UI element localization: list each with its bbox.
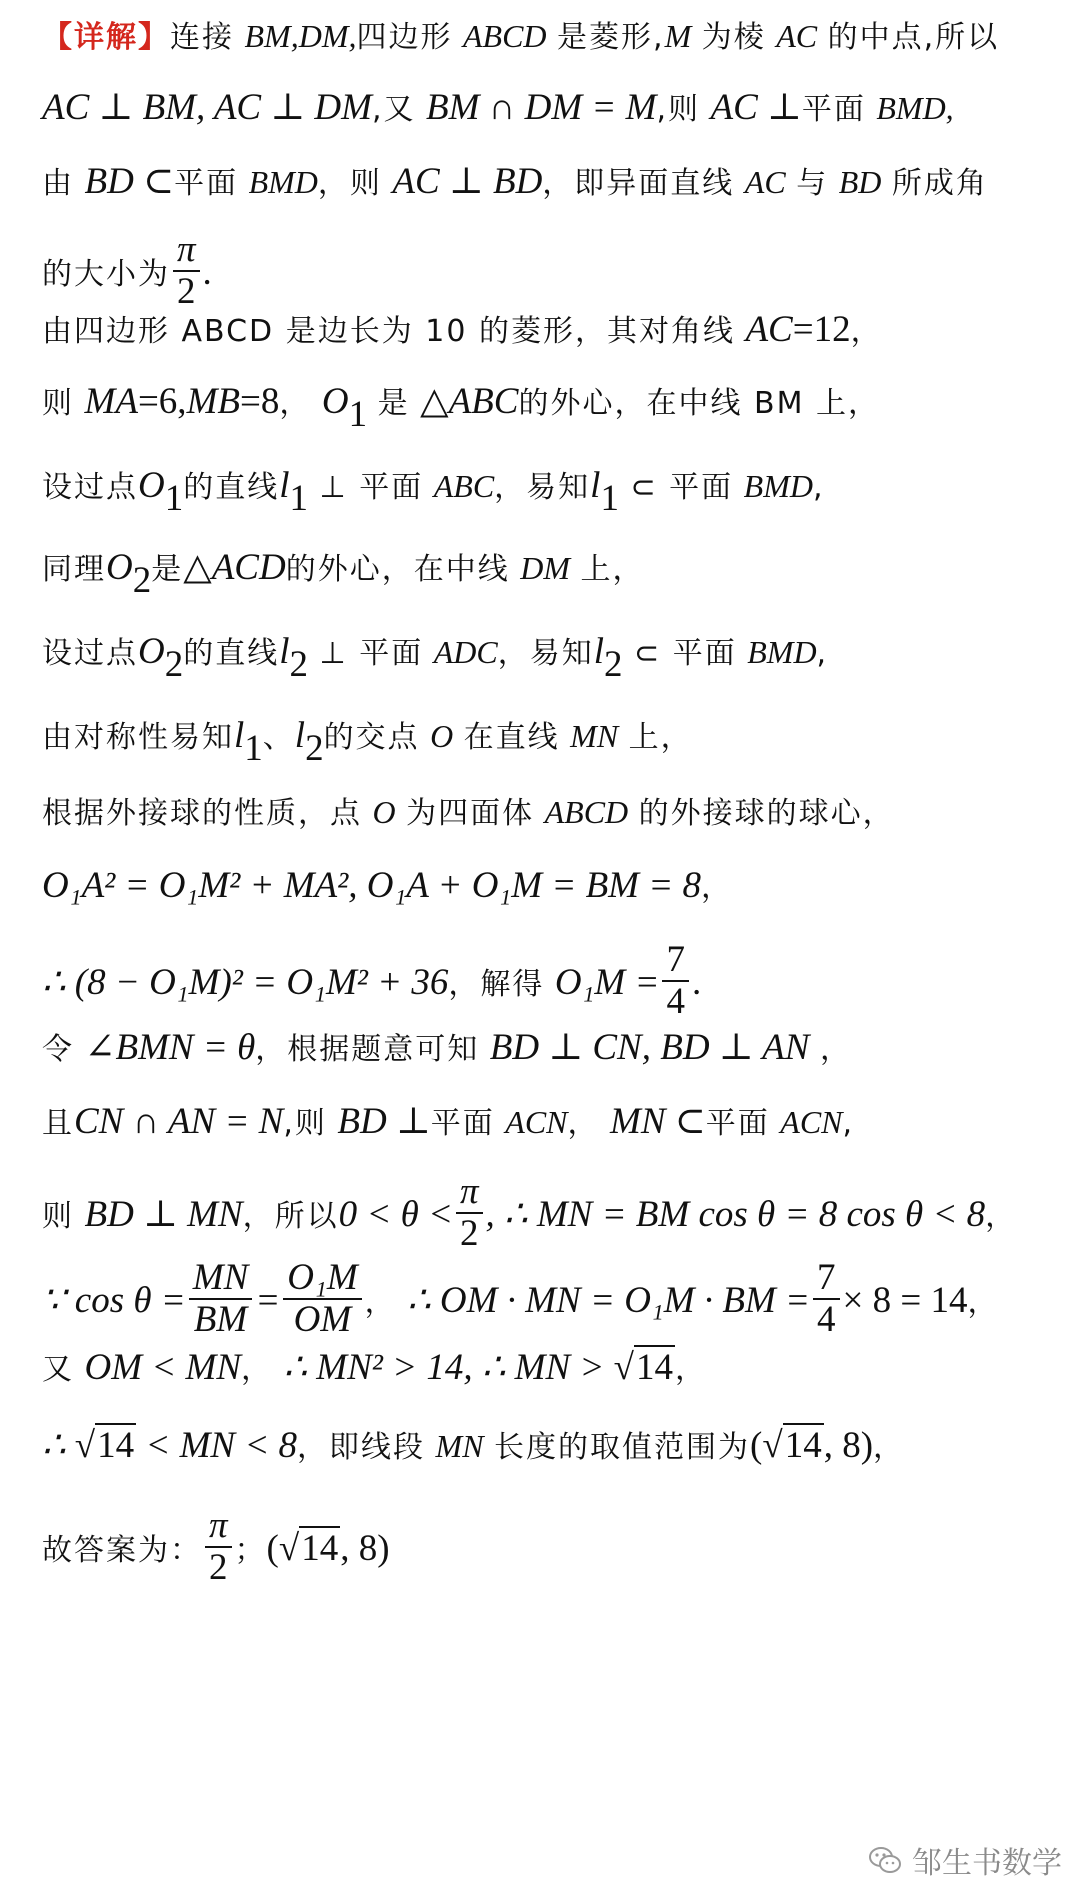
line-12 <box>42 864 1060 910</box>
text: 的外接球的球心， <box>638 796 895 831</box>
math: (√ <box>266 1528 300 1569</box>
denominator: 2 <box>460 1213 479 1254</box>
numerator: MN <box>189 1258 253 1300</box>
text: ，解得 <box>448 967 545 1002</box>
numerator: π <box>456 1172 483 1214</box>
watermark-text: 邹生书数学 <box>912 1846 1062 1881</box>
text: ，根据题意可知 <box>255 1032 480 1067</box>
math: △ABC <box>420 381 519 422</box>
math <box>321 381 368 435</box>
math <box>590 465 619 519</box>
subscript: 1 <box>244 727 263 769</box>
text: ，即异面直线 <box>542 166 735 201</box>
line-6 <box>42 380 1060 435</box>
line-4 <box>42 229 1060 316</box>
line-7 <box>42 464 1060 519</box>
numerator: 7 <box>662 940 689 982</box>
text: ,则 <box>283 1106 327 1141</box>
text: 则 <box>42 386 74 421</box>
math: MN ⊂ <box>610 1101 706 1142</box>
math: ADC <box>433 634 498 670</box>
line-8 <box>42 546 1060 601</box>
line-1 <box>42 14 1060 60</box>
math: BM ∩ DM = M <box>426 87 657 128</box>
line-15 <box>42 1100 1060 1146</box>
text: 设过点 <box>42 636 138 671</box>
line-3 <box>42 160 1060 206</box>
text: 的直线 <box>183 636 280 671</box>
subscript: 1 <box>348 393 368 435</box>
subscript: 1 <box>164 477 184 519</box>
text: ，所以 <box>242 1199 339 1234</box>
math: O₁M = <box>554 962 660 1003</box>
text: ， <box>364 1285 397 1320</box>
text: ，则 <box>317 166 382 201</box>
math: (√ <box>750 1425 783 1466</box>
fraction <box>173 230 200 312</box>
text: ， <box>279 386 312 421</box>
math: ABC <box>433 468 495 504</box>
text: 长度的取值范围为 <box>494 1430 751 1465</box>
math: MN <box>435 1428 484 1464</box>
text: 又 <box>42 1352 74 1387</box>
subscript: 2 <box>305 727 324 769</box>
math: △ACD <box>183 547 286 588</box>
math: < MN < 8 <box>136 1425 298 1466</box>
text: ， <box>241 1352 274 1387</box>
denominator: 4 <box>666 981 685 1022</box>
denominator: 4 <box>817 1299 836 1340</box>
math <box>593 631 623 685</box>
math: M <box>664 18 692 54</box>
symbol: l <box>279 631 290 672</box>
math: AC <box>776 18 818 54</box>
text: 的外心，在中线 BM 上， <box>518 386 880 421</box>
math: ∴ (8 − O₁M)² = O₁M² + 36 <box>42 962 449 1003</box>
text: 平面 <box>174 166 239 201</box>
line-20 <box>42 1505 1060 1592</box>
math: , 8) <box>823 1425 874 1466</box>
math: AC ⊥ <box>710 87 802 128</box>
math: ACN <box>780 1104 843 1140</box>
text: . <box>202 252 212 293</box>
text: 上， <box>580 552 645 587</box>
fraction <box>662 940 689 1022</box>
subscript: 2 <box>289 643 309 685</box>
math: , 8) <box>340 1528 390 1569</box>
text: ,则 <box>656 92 701 127</box>
math: O <box>430 718 454 754</box>
denominator: OM <box>293 1299 352 1340</box>
text: 连接 <box>170 20 234 55</box>
math: BD ⊥ CN, BD ⊥ AN <box>489 1027 810 1068</box>
math: BMD <box>248 164 318 200</box>
math: × 8 = 14 <box>842 1280 968 1321</box>
math: ABCD <box>544 794 629 830</box>
text: ⊥ 平面 <box>308 470 424 505</box>
text: . <box>691 962 702 1003</box>
text: , <box>842 1106 855 1141</box>
symbol: l <box>234 715 245 756</box>
text: 且 <box>42 1106 74 1141</box>
fraction <box>189 1258 253 1340</box>
text: ， <box>967 1285 1000 1320</box>
text: ， <box>674 1352 707 1387</box>
line-13 <box>42 939 1060 1026</box>
denominator: BM <box>193 1299 248 1340</box>
text: 的直线 <box>183 470 280 505</box>
text: 为棱 <box>701 20 766 55</box>
numerator: π <box>173 230 200 272</box>
symbol: l <box>279 465 290 506</box>
math: BMD <box>743 468 813 504</box>
math <box>106 547 152 601</box>
symbol: l <box>294 715 306 756</box>
radicand: 14 <box>784 1425 822 1466</box>
subscript: 1 <box>289 477 309 519</box>
line-16 <box>42 1171 1060 1258</box>
math: = <box>255 1280 281 1321</box>
text: 平面 <box>801 92 866 127</box>
text: 是 <box>151 552 184 587</box>
math: BD ⊂ <box>84 161 175 202</box>
math: , ∴ MN = BM cos θ = 8 cos θ < 8 <box>485 1194 986 1235</box>
line-9 <box>42 630 1060 685</box>
symbol: O <box>138 631 165 672</box>
math: ACN <box>505 1104 568 1140</box>
text: 所成角 <box>891 166 988 201</box>
radicand: 14 <box>301 1528 339 1569</box>
text: 的中点,所以 <box>827 20 1000 55</box>
math: O₁A² = O₁M² + MA², O₁A + O₁M = BM = 8 <box>42 865 701 906</box>
text: 、 <box>262 720 295 755</box>
text: ， <box>567 1106 600 1141</box>
line-5 <box>42 308 1060 354</box>
math: =12 <box>792 309 851 350</box>
text: 设过点 <box>42 470 138 505</box>
math: ∴ OM · MN = O₁M · BM = <box>407 1280 810 1321</box>
math <box>234 715 263 769</box>
fraction <box>205 1506 232 1588</box>
denominator: 2 <box>209 1547 228 1588</box>
solution-heading: 【详解】 <box>42 20 170 55</box>
math: 0 < θ < <box>338 1194 453 1235</box>
text: ； <box>234 1533 267 1568</box>
math: BD <box>838 164 882 200</box>
symbol: l <box>593 631 605 672</box>
line-19 <box>42 1424 1060 1470</box>
text: 在直线 <box>463 720 560 755</box>
numerator: π <box>205 1506 232 1548</box>
answer-label: 故答案为： <box>42 1533 202 1568</box>
math: AC <box>745 309 793 350</box>
math: =6, <box>137 381 187 422</box>
math <box>138 631 184 685</box>
math: AC <box>744 164 786 200</box>
text: 由 <box>42 166 74 201</box>
symbol: l <box>590 465 601 506</box>
text: ⊂ 平面 <box>618 470 734 505</box>
text: 则 <box>42 1199 74 1234</box>
math: BMD, <box>876 90 954 126</box>
text: ,又 <box>371 92 416 127</box>
text: 的外心，在中线 <box>285 552 510 587</box>
math <box>294 715 324 769</box>
radicand: 14 <box>97 1425 135 1466</box>
denominator: 2 <box>177 271 196 312</box>
line-14 <box>42 1026 1060 1072</box>
text: 平面 <box>430 1106 495 1141</box>
text: ，即线段 <box>297 1430 426 1465</box>
line-11 <box>42 790 1060 836</box>
radicand: 14 <box>635 1347 673 1388</box>
fraction <box>283 1258 361 1340</box>
text: ， <box>873 1430 906 1465</box>
math: MB <box>186 381 240 422</box>
math <box>138 465 184 519</box>
fraction <box>813 1258 840 1340</box>
math: ∵ cos θ = <box>42 1280 186 1321</box>
math: OM < MN <box>84 1347 242 1388</box>
math: MN <box>570 718 619 754</box>
subscript: 2 <box>132 559 152 601</box>
line-10 <box>42 714 1060 769</box>
subscript: 1 <box>600 477 619 519</box>
numerator: O₁M <box>283 1258 361 1300</box>
watermark <box>868 1840 1062 1880</box>
math: ∠BMN = θ <box>84 1027 256 1068</box>
text: 根据外接球的性质，点 <box>42 796 362 831</box>
text: 是 <box>377 386 410 421</box>
math: O <box>372 794 396 830</box>
text: ， <box>700 870 733 905</box>
text: 上， <box>628 720 693 755</box>
math: ∴ √ <box>42 1425 96 1466</box>
math: BD ⊥ <box>337 1101 431 1142</box>
wechat-icon <box>868 1845 902 1875</box>
symbol: O <box>138 465 165 506</box>
text: 与 <box>796 166 829 201</box>
text: 由对称性易知 <box>42 720 234 755</box>
math: MA <box>84 381 138 422</box>
line-18 <box>42 1346 1060 1392</box>
text: 的交点 <box>323 720 420 755</box>
math: ABCD <box>462 18 547 54</box>
math: BMD <box>747 634 817 670</box>
math <box>279 465 309 519</box>
text: ， <box>985 1199 1018 1234</box>
text: 令 <box>42 1032 74 1067</box>
math: ∴ MN² > 14, ∴ MN > √ <box>283 1347 634 1388</box>
subscript: 2 <box>604 643 623 685</box>
text: ， <box>819 1032 852 1067</box>
symbol: O <box>321 381 349 422</box>
math: BM,DM, <box>244 18 357 54</box>
text: 同理 <box>42 552 106 587</box>
numerator: 7 <box>813 1258 840 1300</box>
symbol: O <box>106 547 133 588</box>
text: 是菱形, <box>557 20 665 55</box>
math: AC ⊥ BD <box>392 161 543 202</box>
fraction <box>456 1172 483 1254</box>
math <box>279 631 309 685</box>
math: BD ⊥ MN <box>84 1194 243 1235</box>
text: ，易知 <box>494 470 591 505</box>
math: =8 <box>240 381 280 422</box>
text: 由四边形 ABCD 是边长为 10 的菱形，其对角线 <box>42 314 735 349</box>
subscript: 2 <box>164 643 184 685</box>
text: , <box>816 636 829 671</box>
text: 为四面体 <box>406 796 535 831</box>
line-2 <box>42 86 1060 132</box>
text: ， <box>850 314 883 349</box>
text: ，易知 <box>497 636 594 671</box>
text: 平面 <box>705 1106 770 1141</box>
text: 的大小为 <box>42 257 170 292</box>
text: 四边形 <box>356 20 453 55</box>
text: ⊂ 平面 <box>622 636 737 671</box>
text: , <box>812 470 825 505</box>
math: AC ⊥ BM, AC ⊥ DM <box>42 87 372 128</box>
math: DM <box>520 550 570 586</box>
text: ⊥ 平面 <box>308 636 424 671</box>
line-17 <box>42 1257 1060 1344</box>
math: CN ∩ AN = N <box>74 1101 284 1142</box>
